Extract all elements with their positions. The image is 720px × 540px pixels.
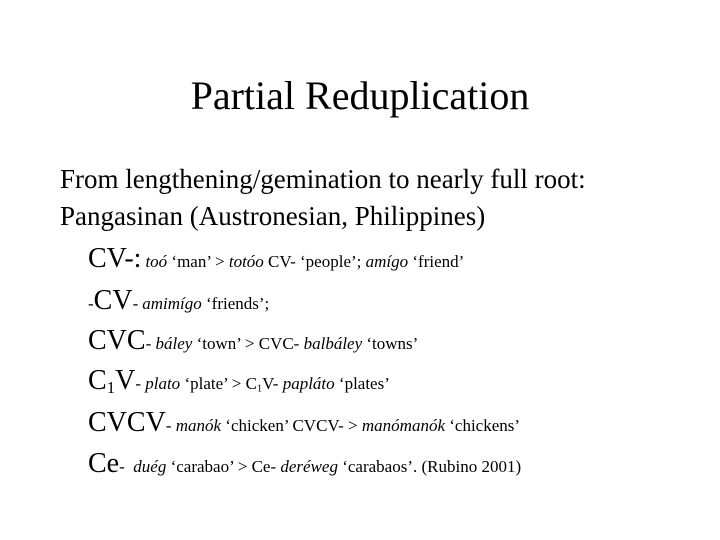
cvc-dash: - xyxy=(145,334,152,353)
intro-line: From lengthening/gemination to nearly full root: xyxy=(60,164,586,194)
slide-title: Partial Reduplication xyxy=(190,73,530,118)
word-manok: manók xyxy=(175,416,222,435)
example-cv xyxy=(88,245,464,273)
gloss-friends: ‘friends’; xyxy=(206,294,270,313)
gloss-plates: ‘plates’ xyxy=(338,374,390,393)
pattern-v-2: V- xyxy=(262,374,279,393)
example-cv2 xyxy=(88,287,269,315)
word-dueg: duég xyxy=(133,457,167,476)
gloss-plate: ‘plate’ > C xyxy=(184,374,257,393)
example-cvcv xyxy=(88,409,520,437)
gloss-town: ‘town’ > CVC- xyxy=(196,334,300,353)
gloss-carabaos: ‘carabaos’. (Rubino 2001) xyxy=(342,457,522,476)
dash-suffix: - xyxy=(132,294,139,313)
pattern-cvcv: CVCV xyxy=(88,407,166,438)
subscript-1: 1 xyxy=(106,378,116,398)
example-c1v xyxy=(88,367,390,397)
pattern-cvc: CVC xyxy=(88,325,146,356)
word-amimigo: amimígo xyxy=(142,294,202,313)
word-manomanok: manómanók xyxy=(361,416,445,435)
gloss-towns: ‘towns’ xyxy=(366,334,419,353)
c1v-dash: - xyxy=(135,374,141,393)
pattern-cv: CV-: xyxy=(88,243,142,274)
word-totoo: totóo xyxy=(228,252,264,271)
word-plato: plato xyxy=(145,374,181,393)
gloss-man: ‘man’ > xyxy=(171,252,225,271)
gloss-chickens: ‘chickens’ xyxy=(449,416,521,435)
word-amigo: amígo xyxy=(365,252,409,271)
ce-dash: - xyxy=(119,457,125,476)
word-too: toó xyxy=(145,252,168,271)
word-dereweg: deréweg xyxy=(280,457,338,476)
word-balbaley: balbáley xyxy=(303,334,363,353)
dash-prefix: - xyxy=(88,294,94,313)
gloss-carabao: ‘carabao’ > Ce- xyxy=(170,457,277,476)
gloss-friend: ‘friend’ xyxy=(412,252,465,271)
pattern-cv-2: CV- xyxy=(268,252,296,271)
word-paplato: papláto xyxy=(282,374,335,393)
pattern-cv2: CV xyxy=(93,285,133,316)
cvcv-dash: - xyxy=(165,416,172,435)
word-baley: báley xyxy=(155,334,193,353)
gloss-people: ‘people’; xyxy=(300,252,362,271)
subscript-1b: 1 xyxy=(256,383,263,395)
example-ce xyxy=(88,450,521,478)
pattern-c: C xyxy=(88,365,107,396)
language-line: Pangasinan (Austronesian, Philippines) xyxy=(60,201,486,231)
pattern-v: V xyxy=(115,365,136,396)
example-cvc xyxy=(88,327,418,355)
gloss-chicken: ‘chicken’ CVCV- > xyxy=(225,416,358,435)
pattern-ce: Ce xyxy=(88,448,120,479)
